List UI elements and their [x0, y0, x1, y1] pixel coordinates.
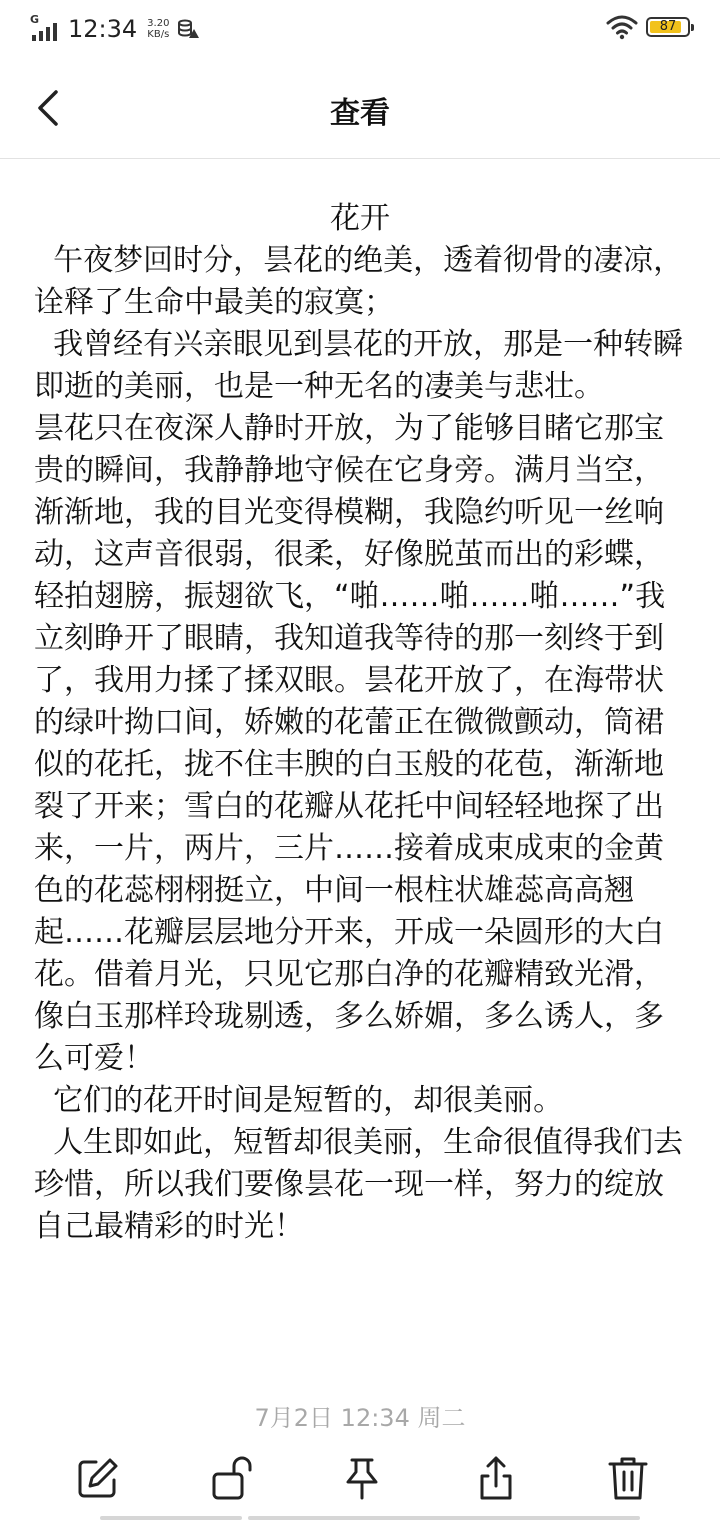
home-indicator [248, 1516, 640, 1520]
unlock-button[interactable] [208, 1454, 256, 1502]
wifi-icon [606, 14, 638, 40]
battery-level: 87 [659, 19, 677, 34]
note-paragraph: 午夜梦回时分，昙花的绝美，透着彻骨的凄凉，诠释了生命中最美的寂寞； [34, 243, 684, 320]
note-title: 花开 [330, 201, 390, 236]
nav-bar [0, 58, 720, 159]
note-timestamp: 7月2日 12:34 周二 [254, 1404, 466, 1432]
edit-button[interactable] [74, 1454, 122, 1502]
status-time: 12:34 [68, 15, 138, 43]
battery-icon [646, 17, 690, 37]
note-paragraph: 我曾经有兴亲眼见到昙花的开放，那是一种转瞬即逝的美丽，也是一种无名的凄美与悲壮。 [34, 327, 684, 404]
share-button[interactable] [472, 1454, 520, 1502]
note-content[interactable] [34, 198, 686, 1248]
bottom-toolbar [0, 1448, 720, 1520]
signal-icon [30, 15, 60, 43]
pin-button[interactable] [338, 1454, 386, 1502]
network-type: G [30, 13, 40, 26]
network-speed-unit: KB/s [147, 29, 170, 40]
delete-icon [604, 1454, 652, 1502]
page-title: 查看 [330, 96, 390, 131]
data-saver-icon [177, 18, 199, 40]
status-bar [0, 0, 720, 58]
note-paragraph: 昙花只在夜深人静时开放，为了能够目睹它那宝贵的瞬间，我静静地守候在它身旁。满月当空，渐渐地，我的目光变得模糊，我隐约听见一丝响动，这声音很弱，很柔，好像脱茧而出的彩蝶，轻拍翅膀，振翅欲飞，“啪……啪……啪……”我立刻睁开了眼睛，我知道我等待的那一刻终于到了，我用力揉了揉双眼。昙花开放了，在海带状的绿叶拗口间，娇嫩的花蕾正在微微颤动，筒裙似的花托，拢不住丰腴的白玉般的花苞，渐渐地裂了开来；雪白的花瓣从花托中间轻轻地探了出来，一片，两片，三片……接着成束成束的金黄色的花蕊栩栩挺立，中间一根柱状雄蕊高高翘起……花瓣层层地分开来，开成一朵圆形的大白花。借着月光，只见它那白净的花瓣精致光滑，像白玉那样玲珑剔透，多么娇媚，多么诱人，多么可爱！ [34, 411, 666, 1076]
unlock-icon [208, 1454, 256, 1502]
share-icon [472, 1454, 520, 1502]
note-paragraph: 它们的花开时间是短暂的，却很美丽。 [34, 1083, 564, 1118]
home-indicator [100, 1516, 242, 1520]
network-speed-value: 3.20 [147, 18, 170, 29]
edit-icon [74, 1454, 122, 1502]
note-paragraph: 人生即如此，短暂却很美丽，生命很值得我们去珍惜，所以我们要像昙花一现一样，努力的绽放自己最精彩的时光！ [34, 1125, 684, 1244]
network-speed [147, 18, 169, 40]
pin-icon [338, 1454, 386, 1502]
delete-button[interactable] [604, 1454, 652, 1502]
